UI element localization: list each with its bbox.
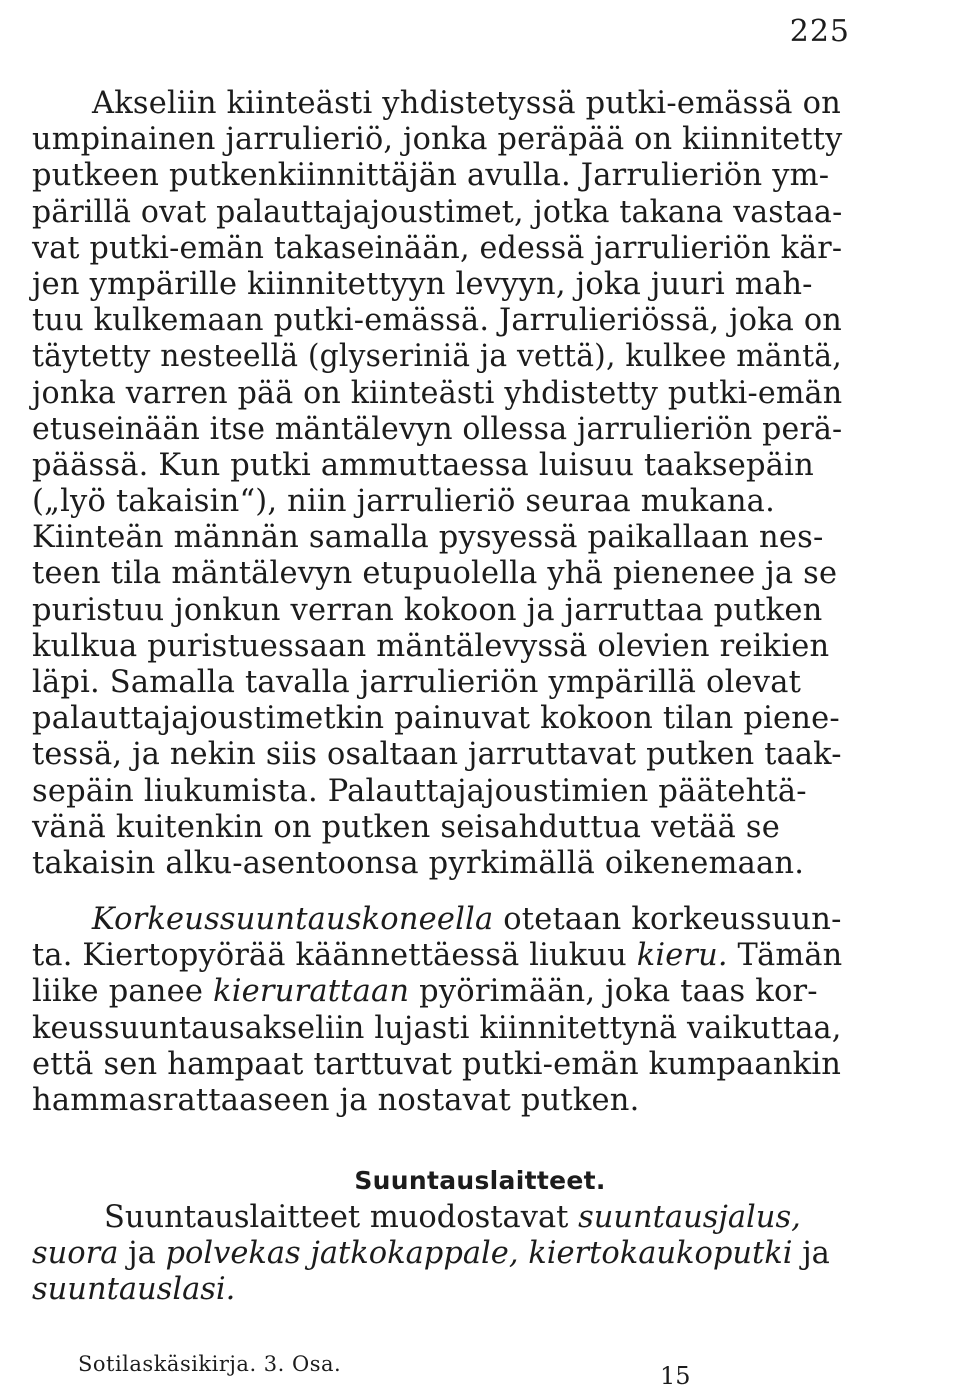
term-italic: suuntausjalus, bbox=[578, 1200, 801, 1235]
text-line: Akseliin kiinteästi yhdistetyssä putki-emässä on bbox=[92, 86, 841, 121]
text-line: pärillä ovat palauttajajoustimet, jotka takana vastaa- bbox=[32, 194, 843, 230]
text-segment: ja bbox=[118, 1236, 166, 1272]
term-italic: suora bbox=[32, 1236, 119, 1272]
text-line: keussuuntausakseliin lujasti kiinnitettynä vaikuttaa, bbox=[32, 1010, 842, 1046]
text-line: („lyö takaisin“), niin jarrulieriö seuraa mukana. bbox=[32, 484, 775, 520]
text-line: puristuu jonkun verran kokoon ja jarruttaa putken bbox=[32, 592, 823, 628]
text-line: päässä. Kun putki ammuttaessa luisuu taaksepäin bbox=[32, 447, 814, 483]
text-line: että sen hampaat tarttuvat putki-emän kumpaankin bbox=[32, 1046, 842, 1082]
text-line: kulkua puristuessaan mäntälevyssä olevien reikien bbox=[32, 628, 830, 664]
text-line: tessä, ja nekin siis osaltaan jarruttavat putken taak- bbox=[32, 737, 842, 773]
text-line bbox=[32, 938, 843, 974]
suuntaus-paragraph bbox=[32, 1200, 842, 1309]
text-line bbox=[32, 974, 842, 1010]
text-segment: otetaan korkeussuun- bbox=[493, 902, 842, 937]
text-segment: Suuntauslaitteet muodostavat bbox=[104, 1200, 579, 1235]
text-line: hammasrattaaseen ja nostavat putken. bbox=[32, 1082, 640, 1118]
term-italic: kieru. bbox=[636, 938, 728, 974]
text-line bbox=[32, 1272, 842, 1308]
text-line bbox=[32, 1200, 842, 1236]
text-line: tuu kulkemaan putki-emässä. Jarrulieriössä, joka on bbox=[32, 303, 843, 339]
footer-signature-number: 15 bbox=[660, 1362, 691, 1390]
text-line bbox=[32, 1236, 842, 1272]
text-line: putkeen putkenkiinnittäjän avulla. Jarrulieriön ym- bbox=[32, 158, 830, 194]
term-italic: suuntauslasi. bbox=[32, 1272, 236, 1308]
text-line bbox=[32, 902, 841, 938]
main-paragraph bbox=[32, 86, 842, 882]
text-segment: ta. Kiertopyörää käännettäessä liukuu bbox=[32, 938, 637, 974]
text-line: Kiinteän männän samalla pysyessä paikallaan nes- bbox=[32, 520, 824, 556]
term-italic: kierurattaan bbox=[213, 974, 410, 1010]
text-segment: ja bbox=[792, 1236, 830, 1272]
footer-source: Sotilaskäsikirja. 3. Osa. bbox=[78, 1352, 342, 1376]
text-line: täytetty nesteellä (glyseriniä ja vettä), kulkee mäntä, bbox=[32, 339, 842, 375]
text-line: takaisin alku-asentoonsa pyrkimällä oikenemaan. bbox=[32, 845, 805, 881]
text-line: jonka varren pää on kiinteästi yhdistetty putki-emän bbox=[32, 375, 843, 411]
text-line: umpinainen jarrulieriö, jonka peräpää on kiinnitetty bbox=[32, 122, 843, 158]
text-line: jen ympärille kiinnitettyyn levyyn, joka juuri mah- bbox=[32, 266, 813, 302]
text-line: sepäin liukumista. Palauttajajoustimien päätehtä- bbox=[32, 773, 807, 809]
text-line: läpi. Samalla tavalla jarrulieriön ympärillä olevat bbox=[32, 665, 802, 700]
term-italic: polvekas jatkokappale, kiertokaukoputki bbox=[165, 1236, 793, 1272]
term-italic: Korkeussuuntauskoneella bbox=[91, 902, 494, 937]
text-line: teen tila mäntälevyn etupuolella yhä pienenee ja se bbox=[32, 556, 838, 592]
text-line: vat putki-emän takaseinään, edessä jarrulieriön kär- bbox=[32, 230, 843, 266]
text-segment: Tämän bbox=[727, 938, 843, 974]
text-line: etuseinään itse mäntälevyn ollessa jarrulieriön perä- bbox=[32, 411, 843, 447]
text-line: palauttajajoustimetkin painuvat kokoon tilan piene- bbox=[32, 701, 840, 737]
korkeus-paragraph bbox=[32, 902, 842, 1119]
section-heading: Suuntauslaitteet. bbox=[354, 1166, 606, 1195]
page-number: 225 bbox=[789, 14, 850, 49]
text-segment: liike panee bbox=[32, 974, 214, 1010]
text-line: vänä kuitenkin on putken seisahduttua vetää se bbox=[32, 809, 780, 845]
text-segment: pyörimään, joka taas kor- bbox=[409, 974, 818, 1010]
